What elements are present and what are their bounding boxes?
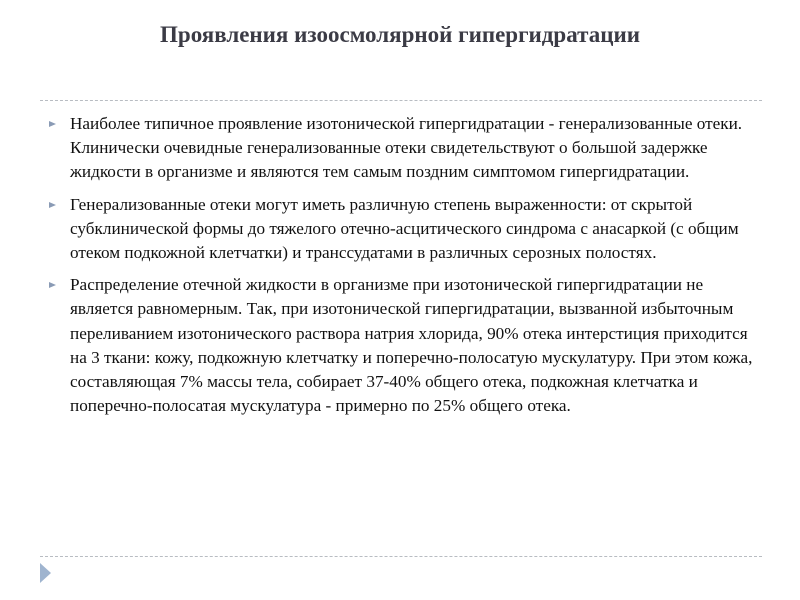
bullet-list bbox=[48, 112, 768, 426]
next-arrow-icon[interactable] bbox=[40, 563, 51, 583]
triangle-bullet-icon bbox=[49, 202, 56, 208]
bullet-text: Генерализованные отеки могут иметь различную степень выраженности: от скрытой субклинической формы до тяжелого отечно-асцитического синдрома с анасаркой (с общим отеком подкожной клетчатки) и транссудатами в различных серозных полостях. bbox=[70, 194, 739, 263]
triangle-bullet-icon bbox=[49, 282, 56, 288]
triangle-bullet-icon bbox=[49, 121, 56, 127]
bullet-item bbox=[48, 193, 768, 266]
bullet-item bbox=[48, 112, 768, 185]
bullet-item bbox=[48, 273, 768, 418]
bullet-text: Наиболее типичное проявление изотонической гипергидратации - генерализованные отеки. Клинически очевидные генерализованные отеки свидетельствуют о большой задержке жидкости в организме и являются тем самым поздним симптомом гипергидратации. bbox=[70, 114, 743, 182]
bullet-text: Распределение отечной жидкости в организме при изотонической гипергидратации не является равномерным. Так, при изотонической гипергидратации, вызванной избыточным переливанием изотонического раствора натрия хлорида, 90% отека интерстиция приходится на 3 ткани: кожу, подкожную клетчатку и поперечно-полосатую мускулатуру. При этом кожа, составляющая 7% массы тела, собирает 37-40% общего отека, подкожная клетчатка и поперечно-полосатая мускулатура - примерно по 25% общего отека. bbox=[70, 275, 753, 416]
top-divider bbox=[40, 100, 762, 101]
bottom-divider bbox=[40, 556, 762, 557]
slide-title: Проявления изоосмолярной гипергидратации bbox=[160, 22, 640, 47]
